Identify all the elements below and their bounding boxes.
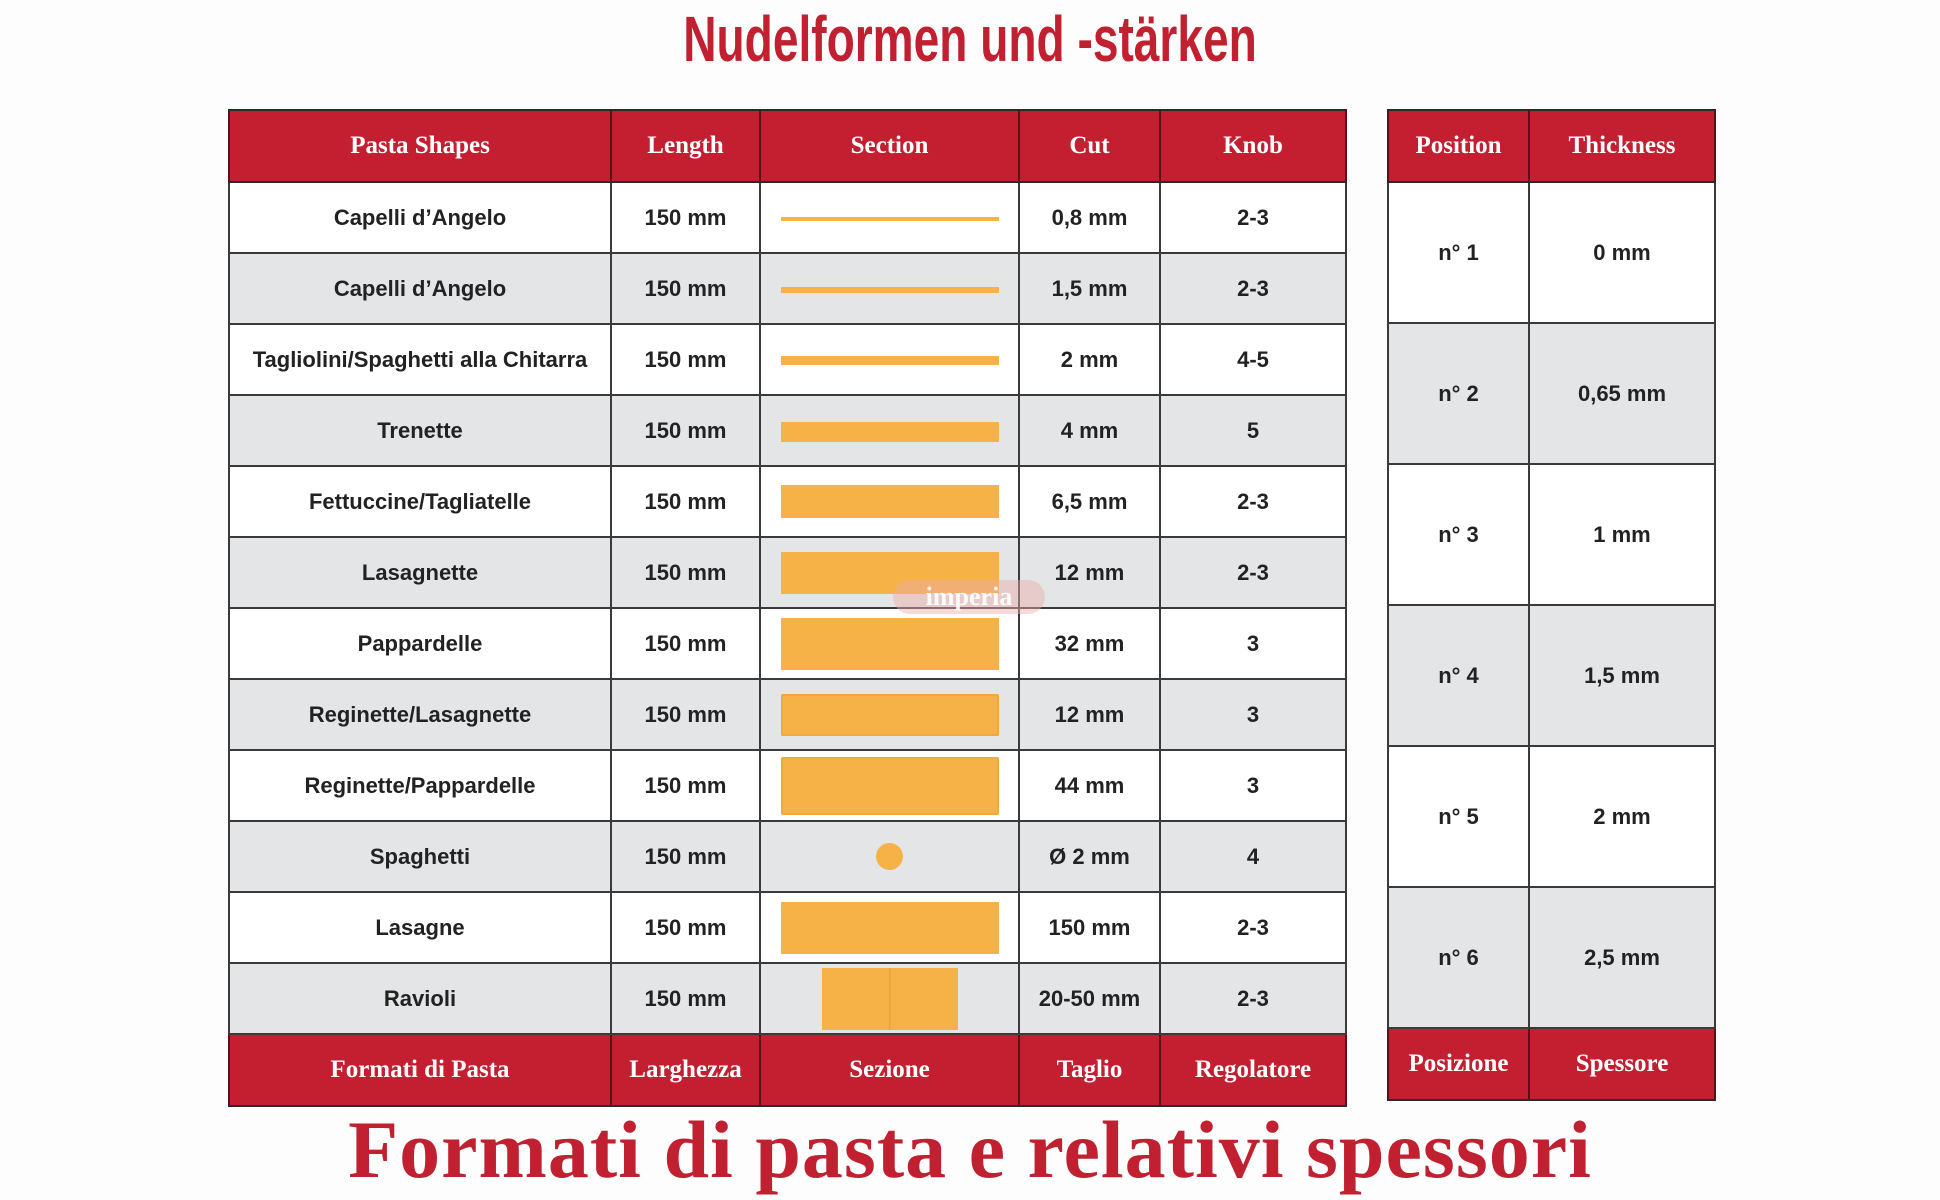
imperia-watermark: imperia	[893, 580, 1045, 614]
knob-cell: 2-3	[1160, 182, 1346, 253]
section-cell	[760, 182, 1019, 253]
knob-cell: 2-3	[1160, 963, 1346, 1034]
knob-cell: 4-5	[1160, 324, 1346, 395]
table-row	[229, 821, 1346, 892]
table-row	[229, 253, 1346, 324]
flat-section-shape	[781, 217, 999, 221]
table-row	[229, 608, 1346, 679]
section-cell	[760, 608, 1019, 679]
pasta-shape-cell: Reginette/Lasagnette	[229, 679, 611, 750]
side-footer-row-it	[1388, 1028, 1715, 1100]
flat-section-shape	[781, 356, 999, 365]
table-row	[229, 537, 1346, 608]
pasta-shape-cell: Capelli d’Angelo	[229, 182, 611, 253]
thickness-cell: 1 mm	[1529, 464, 1715, 605]
ravioli-section-shape	[822, 968, 958, 1030]
col-header-cut: Cut	[1019, 110, 1160, 182]
length-cell: 150 mm	[611, 537, 760, 608]
table-row	[229, 963, 1346, 1034]
position-cell: n° 3	[1388, 464, 1529, 605]
pasta-shape-cell: Capelli d’Angelo	[229, 253, 611, 324]
pasta-shape-cell: Ravioli	[229, 963, 611, 1034]
page-title: Nudelformen und -stärken	[683, 3, 1257, 75]
position-cell: n° 5	[1388, 746, 1529, 887]
knob-cell: 5	[1160, 395, 1346, 466]
cut-cell: 4 mm	[1019, 395, 1160, 466]
thickness-cell: 0,65 mm	[1529, 323, 1715, 464]
position-cell: n° 4	[1388, 605, 1529, 746]
table-row	[229, 679, 1346, 750]
section-cell	[760, 892, 1019, 963]
page-subtitle: Formati di pasta e relativi spessori	[348, 1104, 1592, 1195]
cut-cell: 32 mm	[1019, 608, 1160, 679]
knob-cell: 3	[1160, 750, 1346, 821]
length-cell: 150 mm	[611, 963, 760, 1034]
cut-cell: 150 mm	[1019, 892, 1160, 963]
cut-cell: 44 mm	[1019, 750, 1160, 821]
col-footer-length: Larghezza	[611, 1034, 760, 1106]
table-row	[229, 892, 1346, 963]
side-header-row-en	[1388, 110, 1715, 182]
flat-section-shape	[781, 287, 999, 293]
knob-cell: 2-3	[1160, 537, 1346, 608]
thickness-row	[1388, 182, 1715, 323]
col-header-section: Section	[760, 110, 1019, 182]
pasta-shape-cell: Tagliolini/Spaghetti alla Chitarra	[229, 324, 611, 395]
col-header-thickness: Thickness	[1529, 110, 1715, 182]
length-cell: 150 mm	[611, 608, 760, 679]
section-cell	[760, 750, 1019, 821]
col-footer-cut: Taglio	[1019, 1034, 1160, 1106]
cut-cell: 2 mm	[1019, 324, 1160, 395]
table-row	[229, 395, 1346, 466]
thickness-row	[1388, 746, 1715, 887]
table-row	[229, 466, 1346, 537]
length-cell: 150 mm	[611, 182, 760, 253]
knob-cell: 2-3	[1160, 253, 1346, 324]
col-header-knob: Knob	[1160, 110, 1346, 182]
cut-cell: 12 mm	[1019, 537, 1160, 608]
knob-cell: 3	[1160, 679, 1346, 750]
thickness-cell: 0 mm	[1529, 182, 1715, 323]
col-footer-section: Sezione	[760, 1034, 1019, 1106]
cut-cell: 12 mm	[1019, 679, 1160, 750]
wavy-section-shape	[781, 757, 999, 815]
section-cell	[760, 253, 1019, 324]
footer-row-it	[229, 1034, 1346, 1106]
section-cell	[760, 963, 1019, 1034]
col-header-shape: Pasta Shapes	[229, 110, 611, 182]
flat-section-shape	[781, 618, 999, 670]
cut-cell: Ø 2 mm	[1019, 821, 1160, 892]
pasta-shape-cell: Reginette/Pappardelle	[229, 750, 611, 821]
pasta-shape-cell: Fettuccine/Tagliatelle	[229, 466, 611, 537]
pasta-shape-cell: Trenette	[229, 395, 611, 466]
col-footer-thickness: Spessore	[1529, 1028, 1715, 1100]
length-cell: 150 mm	[611, 821, 760, 892]
thickness-cell: 2 mm	[1529, 746, 1715, 887]
table-row	[229, 750, 1346, 821]
col-footer-shape: Formati di Pasta	[229, 1034, 611, 1106]
col-header-length: Length	[611, 110, 760, 182]
col-header-position: Position	[1388, 110, 1529, 182]
pasta-shape-cell: Spaghetti	[229, 821, 611, 892]
col-footer-knob: Regolatore	[1160, 1034, 1346, 1106]
flat-section-shape	[781, 485, 999, 518]
length-cell: 150 mm	[611, 892, 760, 963]
thickness-row	[1388, 323, 1715, 464]
thickness-row	[1388, 605, 1715, 746]
cut-cell: 0,8 mm	[1019, 182, 1160, 253]
section-cell	[760, 821, 1019, 892]
length-cell: 150 mm	[611, 679, 760, 750]
thickness-cell: 1,5 mm	[1529, 605, 1715, 746]
header-row-en	[229, 110, 1346, 182]
wavy-section-shape	[781, 694, 999, 736]
section-cell	[760, 679, 1019, 750]
flat-section-shape	[781, 422, 999, 442]
table-row	[229, 324, 1346, 395]
round-section-shape	[876, 843, 903, 870]
thickness-row	[1388, 887, 1715, 1028]
pasta-shape-cell: Pappardelle	[229, 608, 611, 679]
knob-cell: 2-3	[1160, 892, 1346, 963]
knob-cell: 3	[1160, 608, 1346, 679]
cut-cell: 1,5 mm	[1019, 253, 1160, 324]
length-cell: 150 mm	[611, 466, 760, 537]
knob-cell: 2-3	[1160, 466, 1346, 537]
col-footer-position: Posizione	[1388, 1028, 1529, 1100]
thickness-cell: 2,5 mm	[1529, 887, 1715, 1028]
position-cell: n° 6	[1388, 887, 1529, 1028]
section-cell	[760, 466, 1019, 537]
knob-cell: 4	[1160, 821, 1346, 892]
position-cell: n° 1	[1388, 182, 1529, 323]
table-row	[229, 182, 1346, 253]
pasta-shape-cell: Lasagne	[229, 892, 611, 963]
flat-section-shape	[781, 902, 999, 954]
pasta-shape-cell: Lasagnette	[229, 537, 611, 608]
length-cell: 150 mm	[611, 324, 760, 395]
pasta-shapes-table	[228, 109, 1347, 1107]
cut-cell: 20-50 mm	[1019, 963, 1160, 1034]
length-cell: 150 mm	[611, 750, 760, 821]
section-cell	[760, 324, 1019, 395]
section-cell	[760, 395, 1019, 466]
thickness-row	[1388, 464, 1715, 605]
length-cell: 150 mm	[611, 253, 760, 324]
position-cell: n° 2	[1388, 323, 1529, 464]
thickness-table	[1387, 109, 1716, 1101]
length-cell: 150 mm	[611, 395, 760, 466]
cut-cell: 6,5 mm	[1019, 466, 1160, 537]
